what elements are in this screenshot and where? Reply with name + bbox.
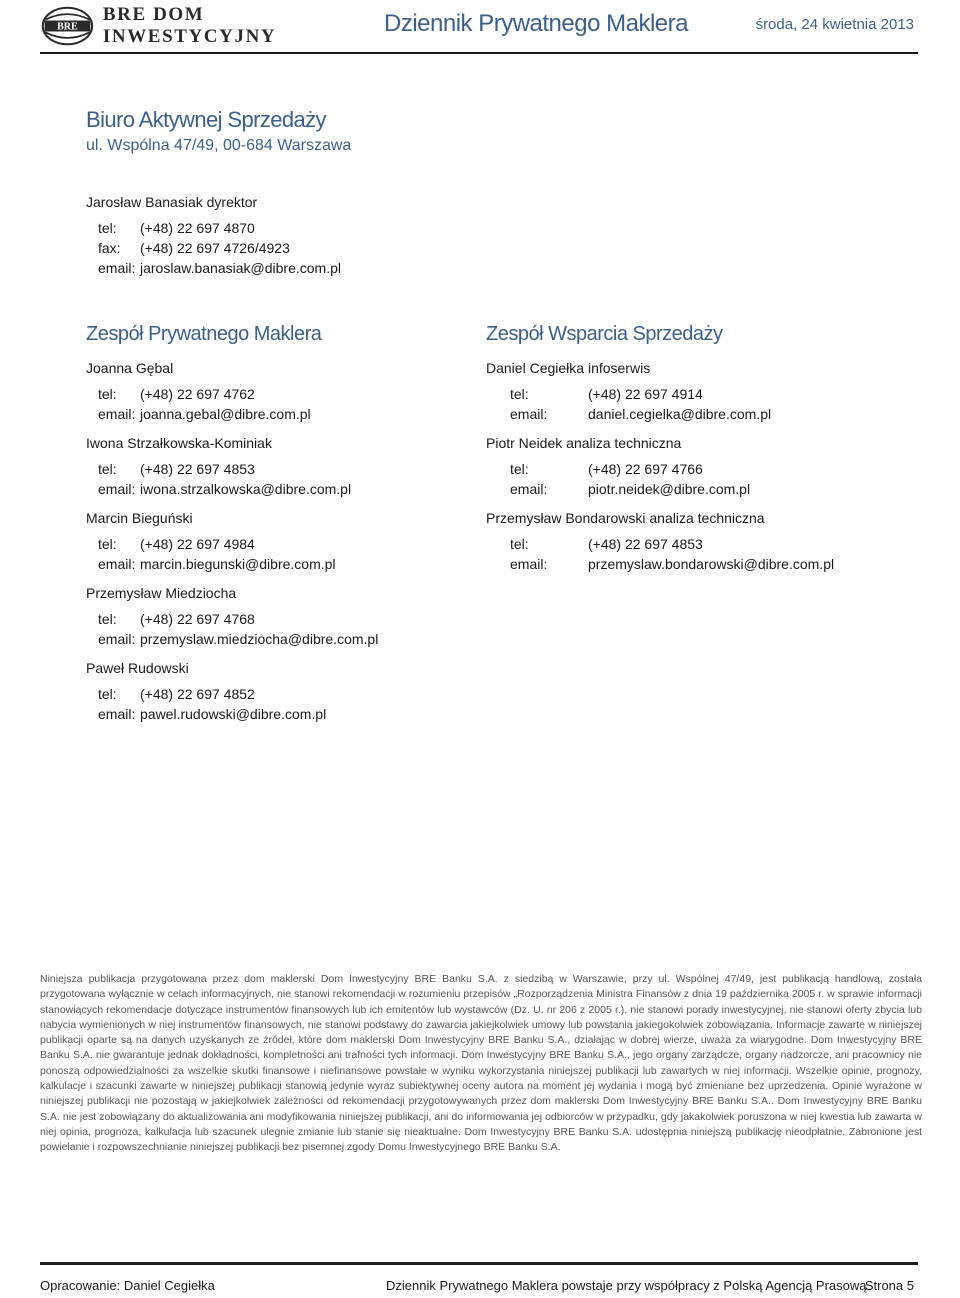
fax-label: fax: bbox=[98, 240, 121, 256]
right-team-title: Zespół Wsparcia Sprzedaży bbox=[486, 323, 723, 345]
email-label: email: bbox=[510, 481, 548, 497]
person-name: Iwona Strzałkowska-Kominiak bbox=[86, 435, 272, 451]
director-email[interactable]: jaroslaw.banasiak@dibre.com.pl bbox=[140, 260, 341, 276]
page-number: Strona 5 bbox=[864, 1278, 914, 1293]
person-tel: (+48) 22 697 4762 bbox=[140, 386, 255, 402]
tel-label: tel: bbox=[510, 461, 529, 477]
person-role: analiza techniczna bbox=[649, 510, 765, 526]
person-tel: (+48) 22 697 4852 bbox=[140, 686, 255, 702]
email-label: email: bbox=[98, 481, 136, 497]
publication-date: środa, 24 kwietnia 2013 bbox=[755, 16, 914, 33]
email-label: email: bbox=[98, 406, 136, 422]
person-name: Marcin Bieguński bbox=[86, 510, 193, 526]
person-contact bbox=[510, 384, 771, 424]
header-divider bbox=[40, 52, 918, 54]
email-label: email: bbox=[510, 556, 548, 572]
person-tel: (+48) 22 697 4984 bbox=[140, 536, 255, 552]
company-logo bbox=[40, 3, 360, 49]
person-tel: (+48) 22 697 4853 bbox=[588, 536, 703, 552]
person-tel: (+48) 22 697 4768 bbox=[140, 611, 255, 627]
email-label: email: bbox=[98, 260, 136, 276]
person-email[interactable]: joanna.gebal@dibre.com.pl bbox=[140, 406, 311, 422]
person-email[interactable]: iwona.strzalkowska@dibre.com.pl bbox=[140, 481, 352, 497]
tel-label: tel: bbox=[98, 386, 117, 402]
email-label: email: bbox=[510, 406, 548, 422]
person-name: Paweł Rudowski bbox=[86, 660, 189, 676]
person-email[interactable]: marcin.biegunski@dibre.com.pl bbox=[140, 556, 336, 572]
footer-divider bbox=[40, 1262, 918, 1265]
person-line bbox=[486, 510, 765, 526]
person-contact bbox=[98, 684, 326, 724]
tel-label: tel: bbox=[98, 536, 117, 552]
person-email[interactable]: piotr.neidek@dibre.com.pl bbox=[588, 481, 751, 497]
person-contact bbox=[98, 534, 336, 574]
person-contact bbox=[98, 459, 351, 499]
person-line bbox=[486, 435, 681, 451]
email-label: email: bbox=[98, 706, 136, 722]
person-tel: (+48) 22 697 4853 bbox=[140, 461, 255, 477]
svg-text:BRE: BRE bbox=[57, 21, 78, 33]
person-contact bbox=[98, 609, 378, 649]
footer-note: Dziennik Prywatnego Maklera powstaje przy współpracy z Polską Agencją Prasową bbox=[386, 1278, 867, 1293]
tel-label: tel: bbox=[98, 611, 117, 627]
person-name: Joanna Gębal bbox=[86, 360, 174, 376]
page-header bbox=[0, 0, 960, 58]
person-contact bbox=[510, 459, 750, 499]
office-address: ul. Wspólna 47/49, 00-684 Warszawa bbox=[86, 137, 352, 154]
director-fax: (+48) 22 697 4726/4923 bbox=[140, 240, 290, 256]
tel-label: tel: bbox=[98, 220, 117, 236]
director-contact bbox=[98, 218, 341, 278]
publication-title: Dziennik Prywatnego Maklera bbox=[384, 10, 688, 37]
person-email[interactable]: daniel.cegielka@dibre.com.pl bbox=[588, 406, 772, 422]
director-tel: (+48) 22 697 4870 bbox=[140, 220, 255, 236]
person-email[interactable]: przemyslaw.bondarowski@dibre.com.pl bbox=[588, 556, 835, 572]
person-role: infoserwis bbox=[587, 360, 651, 376]
person-contact bbox=[98, 384, 311, 424]
person-tel: (+48) 22 697 4766 bbox=[588, 461, 703, 477]
director-line bbox=[86, 194, 257, 210]
person-line bbox=[486, 360, 650, 376]
person-email[interactable]: przemyslaw.miedziocha@dibre.com.pl bbox=[140, 631, 379, 647]
director-name: Jarosław Banasiak bbox=[86, 194, 203, 210]
person-contact bbox=[510, 534, 834, 574]
tel-label: tel: bbox=[510, 536, 529, 552]
person-name: Piotr Neidek bbox=[486, 435, 563, 451]
email-label: email: bbox=[98, 556, 136, 572]
person-email[interactable]: pawel.rudowski@dibre.com.pl bbox=[140, 706, 327, 722]
person-name: Przemysław Bondarowski bbox=[486, 510, 646, 526]
person-name: Daniel Cegiełka bbox=[486, 360, 585, 376]
person-tel: (+48) 22 697 4914 bbox=[588, 386, 703, 402]
tel-label: tel: bbox=[510, 386, 529, 402]
company-name: BRE DOM INWESTYCYJNY bbox=[102, 4, 277, 47]
email-label: email: bbox=[98, 631, 136, 647]
legal-disclaimer: Niniejsza publikacja przygotowana przez dom maklerski Dom Inwestycyjny BRE Banku S.A. z siedzibą w Warszawie, przy ul. Wspólnej 47/49, jest publikacją handlową, została przygotowana wyłącznie w celach informacyjnych, nie stanowi rekomendacji w rozumieniu przepisów „Rozporządzenia Ministra Finansów z dnia 19 października 2005 r. w sprawie informacji stanowiących rekomendacje dotyczące instrumentów finansowych lub ich emitentów lub wystawców (Dz. U. nr 206 z 2005 r.), nie stanowi porady inwestycyjnej, nie stanowi oferty zbycia lub nabycia wymienionych w niej instrumentów finansowych, nie stanowi podstawy do zawarcia jakiejkolwiek umowy lub powstania jakiegokolwiek zobowiązania. Informacje zawarte w niniejszej publikacji oparte są na danych uzyskanych ze źródeł, które dom maklerski Dom Inwestycyjny BRE Banku S.A., działając w dobrej wierze, uważa za wiarygodne. Dom Inwestycyjny BRE Banku S.A. nie gwarantuje jednak dokładności, kompletności ani trafności tych informacji. Dom Inwestycyjny BRE Banku S.A., jego organy zarządcze, organy nadzorcze, ani pracownicy nie ponoszą odpowiedzialności za wszelkie skutki finansowe i niefinansowe powstałe w wyniku wykorzystania niniejszej publikacji lub zawartych w niej informacji. Wszelkie opinie, prognozy, kalkulacje i szacunki zawarte w niniejszej publikacji stanowią jedynie wyraz subiektywnej oceny autora na moment jej wydania i mogą być zmieniane bez uprzedzenia. Opinie wyrażone w niniejszej publikacji nie pozostają w jakiejkolwiek zależności od rekomendacji przygotowywanych przez dom maklerski Dom Inwestycyjny BRE Banku S.A.. Dom Inwestycyjny BRE Banku S.A. nie jest zobowiązany do aktualizowania ani modyfikowania niniejszej publikacji, ani do informowania jej odbiorców w przypadku, gdy jakakolwiek poruszona w niej kwestia lub zawarta w niej opinia, prognoza, kalkulacja lub szacunek ulegnie zmianie lub stanie się nieaktualne. Dom Inwestycyjny BRE Banku S.A. udostępnia niniejszą publikację nieodpłatnie. Zabronione jest powielanie i rozpowszechnianie niniejszej publikacji bez pisemnej zgody Domu Inwestycyjnego BRE Banku S.A. bbox=[40, 973, 922, 1154]
footer-author: Opracowanie: Daniel Cegiełka bbox=[40, 1278, 215, 1293]
office-title: Biuro Aktywnej Sprzedaży bbox=[86, 107, 326, 132]
person-name: Przemysław Miedziocha bbox=[86, 585, 237, 601]
tel-label: tel: bbox=[98, 461, 117, 477]
person-role: analiza techniczna bbox=[566, 435, 682, 451]
director-role: dyrektor bbox=[206, 194, 258, 210]
left-team-title: Zespół Prywatnego Maklera bbox=[86, 323, 322, 345]
tel-label: tel: bbox=[98, 686, 117, 702]
bre-logo-icon bbox=[40, 3, 95, 49]
